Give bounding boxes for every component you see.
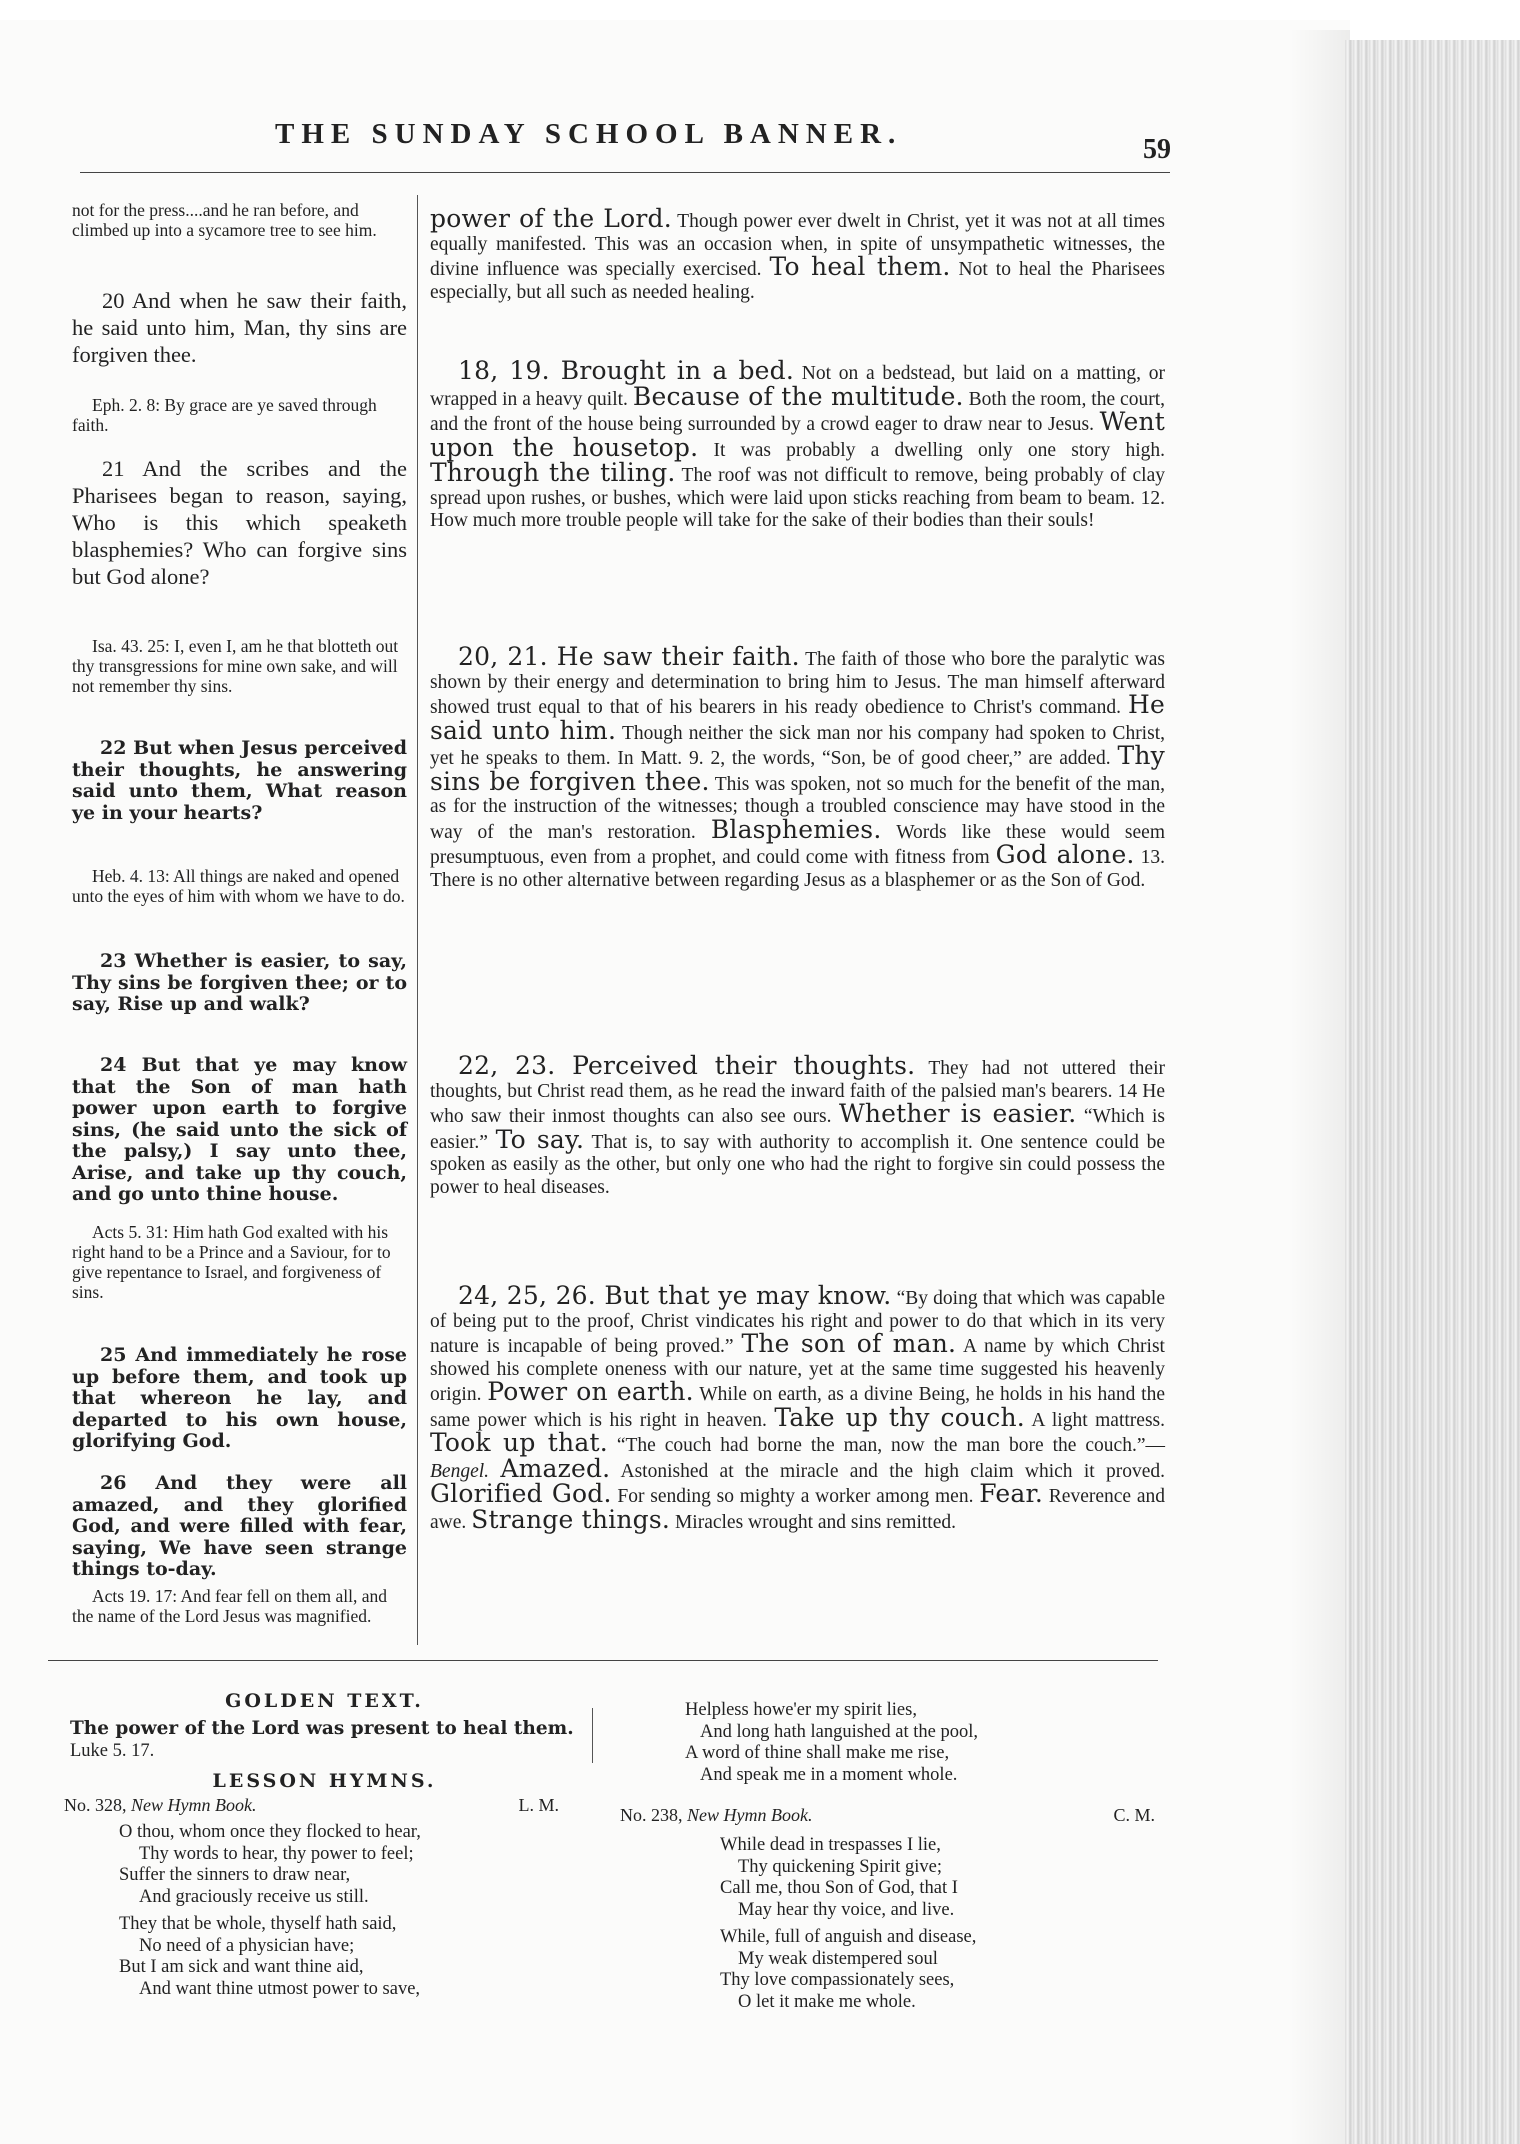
verse-22: 22 But when Jesus perceived their thoughts, he answering said unto them, What reason ye in your hearts? <box>72 737 407 824</box>
hymn-stanza <box>620 1927 1155 2013</box>
commentary-heading: Amazed. <box>500 1453 611 1483</box>
commentary-heading: 22, 23. Perceived their thoughts. <box>458 1051 916 1080</box>
hymn-line: Helpless howe'er my spirit lies, <box>685 1700 917 1720</box>
hymn-heading: No. 238, New Hymn Book. C. M. <box>620 1805 1155 1825</box>
hymn-meter: C. M. <box>1113 1805 1155 1825</box>
hymn-line: No need of a physician have; <box>139 1935 355 1956</box>
hymn-line: And want thine utmost power to save, <box>139 1978 421 1999</box>
hymn-line: Suffer the sinners to draw near, <box>119 1865 351 1885</box>
column-divider <box>417 195 418 1645</box>
commentary-heading: 18, 19. Brought in a bed. <box>458 356 794 385</box>
cross-reference: Acts 5. 31: Him hath God exalted with his right hand to be a Prince and a Saviour, for to give repentance to Israel, and forgiveness of sins. <box>72 1222 391 1302</box>
commentary-heading: God alone. <box>995 840 1135 869</box>
hymn-328 <box>64 1795 559 2000</box>
commentary-para: power of the Lord. Though power ever dwelt in Christ, yet it was not at all times equally manifested. This was an occasion when, in spite of unsympathetic witnesses, the divine influence was specially exercised. To heal them. Not to heal the Pharisees especially, but all such as needed healing. <box>430 204 1165 303</box>
scripture-intro: not for the press....and he ran before, and climbed up into a sycamore tree to see him. <box>72 200 377 240</box>
hymn-line: And speak me in a moment whole. <box>700 1764 958 1785</box>
commentary-para: 24, 25, 26. But that ye may know. “By doing that which was capable of being put to the proof, Christ vindicates his right and power to do that which in its very nature is incapable of being proved.” The son of man. A name by which Christ showed his complete oneness with our nature, yet at the same time suggested his heavenly origin. Power on earth. While on earth, as a divine Being, he holds in his hand the same power which is his right in heaven. Take up thy couch. A light mattress. Took up that. “The couch had borne the man, now the man bore the couch.”—Bengel. Amazed. Astonished at the miracle and the high claim which it proved. Glorified God. For sending so mighty a worker among men. Fear. Reverence and awe. Strange things. Miracles wrought and sins remitted. <box>430 1281 1165 1534</box>
hymn-line: They that be whole, thyself hath said, <box>119 1914 397 1934</box>
commentary-heading: Through the tiling. <box>430 458 676 487</box>
hymn-line: A word of thine shall make me rise, <box>685 1743 950 1763</box>
hymn-238 <box>620 1805 1155 2013</box>
hymn-line: Thy quickening Spirit give; <box>738 1856 942 1877</box>
commentary-heading: To heal them. <box>769 252 951 281</box>
commentary-heading: Whether is easier. <box>838 1099 1077 1128</box>
golden-text: The power of the Lord was present to heal them. Luke 5. 17. <box>70 1718 574 1761</box>
verse-21: 21 And the scribes and the Pharisees began to reason, saying, Who is this which speaketh blasphemies? Who can forgive sins but God alone? <box>72 456 407 589</box>
hymn-line: While dead in trespasses I lie, <box>720 1835 941 1855</box>
cross-reference: Eph. 2. 8: By grace are ye saved through faith. <box>72 395 377 435</box>
commentary-heading: Power on earth. <box>487 1377 694 1406</box>
commentary-heading: Because of the multitude. <box>632 381 964 411</box>
commentary-heading: Strange things. <box>471 1504 671 1534</box>
running-header: THE SUNDAY SCHOOL BANNER. <box>275 118 903 150</box>
page-shadow <box>1290 30 1350 2144</box>
commentary-heading: Blasphemies. <box>710 814 882 844</box>
verse-25: 25 And immediately he rose up before them, and took up that whereon he lay, and departed to his own house, glorifying God. <box>72 1344 407 1452</box>
commentary-heading: The son of man. <box>741 1329 957 1358</box>
section-rule <box>48 1660 1158 1661</box>
commentary-para: 22, 23. Perceived their thoughts. They had not uttered their thoughts, but Christ read them, as he read the inward faith of the palsied man's bearers. 14 He who saw their inmost thoughts can also see ours. Whether is easier. “Which is easier.” To say. That is, to say with authority to accomplish it. One sentence could be spoken as easily as the other, but only one who had the right to forgive sin could possess the power to heal diseases. <box>430 1051 1165 1198</box>
hymn-line: While, full of anguish and disease, <box>720 1927 977 1947</box>
hymn-line: O thou, whom once they flocked to hear, <box>119 1822 421 1842</box>
hymn-stanza <box>620 1835 1155 1921</box>
commentary-heading: power of the Lord. <box>430 204 672 233</box>
hymn-328-continued <box>625 1700 1160 1786</box>
golden-text-reference: Luke 5. 17. <box>70 1741 155 1761</box>
commentary-heading: Went upon the housetop. <box>430 407 1165 462</box>
verse-20: 20 And when he saw their faith, he said unto him, Man, thy sins are forgiven thee. <box>72 288 407 367</box>
cross-reference: Acts 19. 17: And fear fell on them all, and the name of the Lord Jesus was magnified. <box>72 1586 387 1626</box>
hymn-line: Call me, thou Son of God, that I <box>720 1878 958 1898</box>
hymn-line: Thy words to hear, thy power to feel; <box>139 1843 414 1864</box>
commentary-heading: 24, 25, 26. But that ye may know. <box>458 1281 892 1310</box>
citation-author: Bengel. <box>430 1460 490 1482</box>
page-number: 59 <box>1143 134 1171 165</box>
hymn-line: And graciously receive us still. <box>139 1886 369 1907</box>
hymn-line: My weak distempered soul <box>738 1948 938 1969</box>
golden-text-section <box>62 1690 587 1792</box>
hymn-stanza <box>64 1914 559 2000</box>
hymn-line: But I am sick and want thine aid, <box>119 1957 364 1977</box>
header-rule <box>80 172 1170 173</box>
verse-24: 24 But that ye may know that the Son of man hath power upon earth to forgive sins, (he said unto the sick of the palsy,) I say unto thee, Arise, and take up thy couch, and go unto thine house. <box>72 1054 407 1205</box>
short-divider <box>592 1708 593 1763</box>
cross-reference: Heb. 4. 13: All things are naked and opened unto the eyes of him with whom we have to do. <box>72 866 405 906</box>
hymn-stanza <box>64 1822 559 1908</box>
golden-text-title: GOLDEN TEXT. <box>225 1690 424 1712</box>
hymn-line: Thy love compassionately sees, <box>720 1970 955 1990</box>
commentary-heading: To say. <box>495 1124 585 1154</box>
commentary-heading: Glorified God. <box>430 1479 612 1508</box>
verse-23: 23 Whether is easier, to say, Thy sins be forgiven thee; or to say, Rise up and walk? <box>72 950 407 1015</box>
lesson-hymns-title: LESSON HYMNS. <box>212 1770 437 1792</box>
verse-26: 26 And they were all amazed, and they glorified God, and were filled with fear, saying, We have seen strange things to-day. <box>72 1472 407 1580</box>
commentary-heading: Took up that. <box>430 1428 608 1457</box>
book-page-edges <box>1345 40 1520 2144</box>
commentary-heading: Thy sins be forgiven thee. <box>430 741 1165 796</box>
commentary-para: 18, 19. Brought in a bed. Not on a bedstead, but laid on a matting, or wrapped in a heavy quilt. Because of the multitude. Both the room, the court, and the front of the house being surrounded by a crowd eager to draw near to Jesus. Went upon the housetop. It was probably a dwelling only one story high. Through the tiling. The roof was not difficult to remove, being probably of clay spread upon rushes, or bushes, which were laid upon sticks reaching from beam to beam. 12. How much more trouble people will take for the sake of their bodies than their souls! <box>430 356 1165 531</box>
hymn-meter: L. M. <box>518 1795 559 1815</box>
cross-reference: Isa. 43. 25: I, even I, am he that blotteth out thy transgressions for mine own sake, and will not remember thy sins. <box>72 636 399 696</box>
commentary-heading: 20, 21. He saw their faith. <box>458 642 800 671</box>
commentary-heading: Take up thy couch. <box>774 1402 1025 1432</box>
commentary-heading: Fear. <box>979 1479 1044 1508</box>
hymn-line: And long hath languished at the pool, <box>700 1721 978 1742</box>
commentary-para: 20, 21. He saw their faith. The faith of those who bore the paralytic was shown by their energy and determination to bring him to Jesus. The man himself afterward showed trust equal to that of his bearers in his ready obedience to Christ's command. He said unto him. Though neither the sick man nor his company had spoken to Christ, yet he speaks to them. In Matt. 9. 2, the words, “Son, be of good cheer,” are added. Thy sins be forgiven thee. This was spoken, not so much for the benefit of the man, as for the instruction of the witnesses; though a troubled conscience may have stood in the way of the man's restoration. Blasphemies. Words like these would seem presumptuous, even from a prophet, and could come with fitness from God alone. 13. There is no other alternative between regarding Jesus as a blasphemer or as the Son of God. <box>430 642 1166 891</box>
hymn-line: O let it make me whole. <box>738 1991 916 2012</box>
hymn-line: May hear thy voice, and live. <box>738 1899 955 1920</box>
hymn-heading: No. 328, New Hymn Book. L. M. <box>64 1795 559 1815</box>
commentary-heading: He said unto him. <box>430 690 1165 745</box>
